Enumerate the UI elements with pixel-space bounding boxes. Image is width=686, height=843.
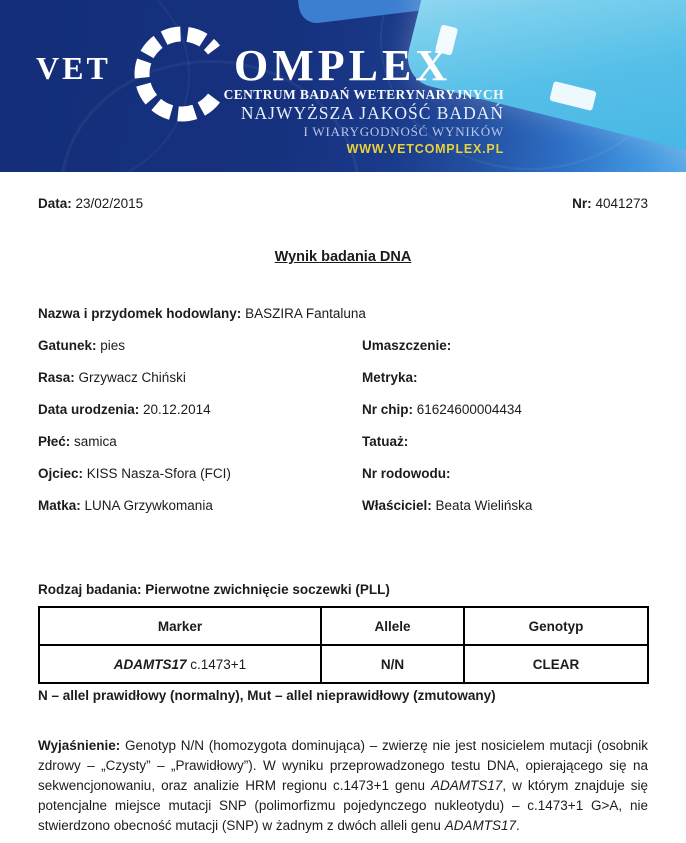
field-metryka: [362, 371, 648, 385]
meta-row: [38, 196, 648, 211]
field-nr-chip: [362, 403, 648, 417]
header-banner: [0, 0, 686, 172]
document-body: [0, 172, 686, 836]
field-umaszczenie: [362, 339, 648, 353]
banner-subtitle-line1: CENTRUM BADAŃ WETERYNARYJNYCH: [223, 87, 504, 102]
field-label: Umaszczenie:: [362, 338, 452, 353]
explanation-label: Wyjaśnienie:: [38, 738, 121, 753]
explanation-text: Genotyp N/N (homozygota dominująca) – zwierzę nie jest nosicielem mutacji (osobnik zdrowy – „Czysty” – „Prawidłowy”). W wyniku przeprowadzonego testu DNA, opierającego się na sekwencjonowaniu, oraz analizie HRM regionu c.1473+1 genu: [38, 738, 648, 793]
field-name: [38, 307, 648, 321]
field-label: Nazwa i przydomek hodowlany:: [38, 306, 242, 321]
logo-text-vet: VET: [36, 50, 111, 86]
field-value: pies: [100, 338, 126, 353]
page-title: Wynik badania DNA: [274, 249, 412, 265]
animal-fields: [38, 307, 648, 531]
header-genotyp: Genotyp: [464, 607, 648, 645]
field-label: Nr chip:: [362, 402, 414, 417]
table-row: [39, 645, 648, 683]
field-nr-rodowodu: [362, 467, 648, 481]
field-value: BASZIRA Fantaluna: [245, 306, 366, 321]
logo-ring-icon: [126, 14, 238, 132]
field-label: Nr rodowodu:: [362, 466, 451, 481]
date-label: Data:: [38, 196, 72, 211]
explanation-paragraph: [38, 736, 648, 836]
nr-value: 4041273: [595, 196, 648, 211]
marker-position: c.1473+1: [186, 656, 247, 672]
field-label: Rasa:: [38, 370, 75, 385]
banner-subtitle-line3: I WIARYGODNOŚĆ WYNIKÓW: [303, 124, 504, 139]
field-label: Matka:: [38, 498, 81, 513]
field-tatuaz: [362, 435, 648, 449]
test-type-label: Rodzaj badania:: [38, 582, 142, 597]
cell-genotyp: CLEAR: [464, 645, 648, 683]
explanation-text: , w którym znajduje się potencjalne miejsce mutacji SNP (polimorfizmu pojedynczego nukleotydu) – c.1473+1 G>A, nie stwierdzono obecność mutacji (SNP) w żadnym z dwóch alleli genu: [38, 778, 648, 833]
field-value: samica: [74, 434, 117, 449]
nr-label: Nr:: [572, 196, 592, 211]
field-label: Ojciec:: [38, 466, 84, 481]
test-type-line: [38, 583, 648, 597]
header-allele: Allele: [321, 607, 464, 645]
result-table: [38, 606, 649, 684]
cell-allele: N/N: [321, 645, 464, 683]
field-label: Tatuaż:: [362, 434, 409, 449]
document-number: [572, 196, 648, 211]
field-label: Płeć:: [38, 434, 71, 449]
test-type-value: Pierwotne zwichnięcie soczewki (PLL): [145, 582, 390, 597]
field-label: Data urodzenia:: [38, 402, 140, 417]
table-header-row: [39, 607, 648, 645]
field-rasa: [38, 371, 362, 385]
date-value: 23/02/2015: [75, 196, 144, 211]
header-marker: Marker: [39, 607, 321, 645]
banner-subtitles: [224, 87, 504, 157]
field-value: 20.12.2014: [143, 402, 211, 417]
field-label: Właściciel:: [362, 498, 432, 513]
explanation-text: .: [515, 818, 520, 833]
field-matka: [38, 499, 362, 513]
field-value: KISS Nasza-Sfora (FCI): [86, 466, 231, 481]
gene-name: ADAMTS17: [431, 778, 503, 793]
field-value: LUNA Grzywkomania: [84, 498, 213, 513]
field-value: 61624600004434: [416, 402, 522, 417]
field-data-urodzenia: [38, 403, 362, 417]
banner-website-url: WWW.VETCOMPLEX.PL: [346, 142, 504, 156]
field-grid: [38, 339, 648, 531]
field-value: Beata Wielińska: [435, 498, 533, 513]
field-gatunek: [38, 339, 362, 353]
gene-name: ADAMTS17: [444, 818, 516, 833]
field-value: Grzywacz Chiński: [78, 370, 186, 385]
logo-text-omplex: OMPLEX: [234, 41, 452, 90]
document-date: [38, 196, 143, 211]
cell-marker: [39, 645, 321, 683]
gene-name: ADAMTS17: [113, 656, 187, 672]
field-label: Metryka:: [362, 370, 418, 385]
field-plec: [38, 435, 362, 449]
banner-subtitle-line2: NAJWYŻSZA JAKOŚĆ BADAŃ: [240, 103, 504, 123]
allele-legend: N – allel prawidłowy (normalny), Mut – allel nieprawidłowy (zmutowany): [38, 688, 496, 703]
field-ojciec: [38, 467, 362, 481]
field-wlasciciel: [362, 499, 648, 513]
field-label: Gatunek:: [38, 338, 97, 353]
